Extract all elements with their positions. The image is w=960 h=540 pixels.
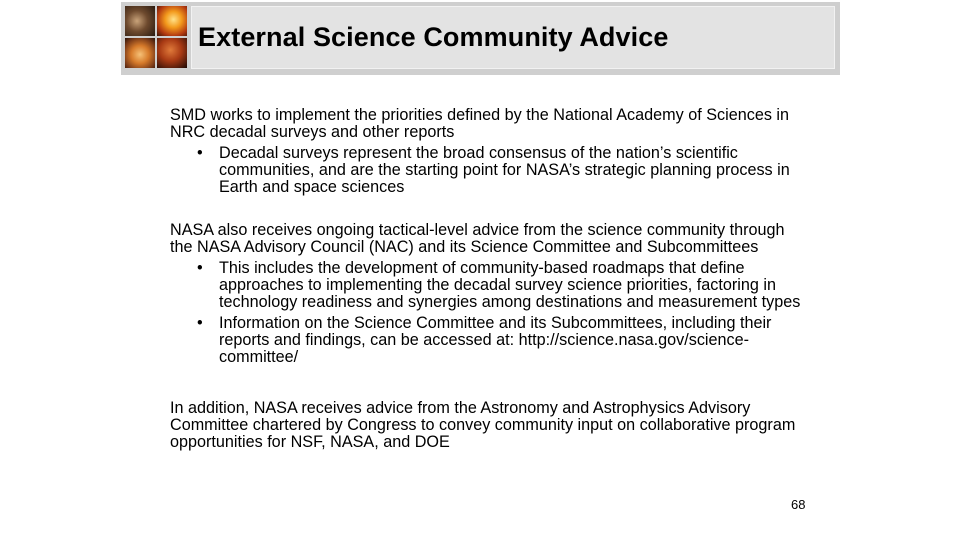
- logo-image: [125, 6, 187, 68]
- mars-tile-image: [157, 38, 187, 68]
- bullet-item: [170, 145, 810, 196]
- bullet-list: [170, 260, 810, 366]
- bullet-icon: •: [197, 314, 203, 332]
- bullet-text: This includes the development of community-based roadmaps that define approaches to implementing the decadal survey science priorities, factoring in technology readiness and synergies among destinations and measurement types: [219, 259, 801, 311]
- slide-title: External Science Community Advice: [198, 22, 669, 52]
- sun-tile-image: [157, 6, 187, 36]
- nebula-tile-image: [125, 38, 155, 68]
- bullet-icon: •: [197, 259, 203, 277]
- slide-body: [170, 107, 810, 451]
- bullet-text: Decadal surveys represent the broad consensus of the nation’s scientific communities, and are the starting point for NASA’s strategic planning process in Earth and space sciences: [219, 144, 790, 196]
- body-paragraph: SMD works to implement the priorities defined by the National Academy of Sciences in NRC decadal surveys and other reports: [170, 106, 790, 141]
- body-paragraph: In addition, NASA receives advice from the Astronomy and Astrophysics Advisory Committee chartered by Congress to convey community input on collaborative program opportunities for NSF, NASA, and DOE: [170, 399, 796, 451]
- bullet-item: [170, 260, 810, 311]
- bullet-icon: •: [197, 144, 203, 162]
- bullet-item: [170, 315, 810, 366]
- page-number: 68: [791, 497, 806, 512]
- slide-header: [121, 2, 840, 75]
- bullet-text: Information on the Science Committee and its Subcommittees, including their reports and findings, can be accessed at: http://science.nasa.gov/science-committee/: [219, 314, 772, 366]
- planet-tile-image: [125, 6, 155, 36]
- bullet-list: [170, 145, 810, 196]
- body-paragraph: NASA also receives ongoing tactical-level advice from the science community through the NASA Advisory Council (NAC) and its Science Committee and Subcommittees: [170, 221, 785, 256]
